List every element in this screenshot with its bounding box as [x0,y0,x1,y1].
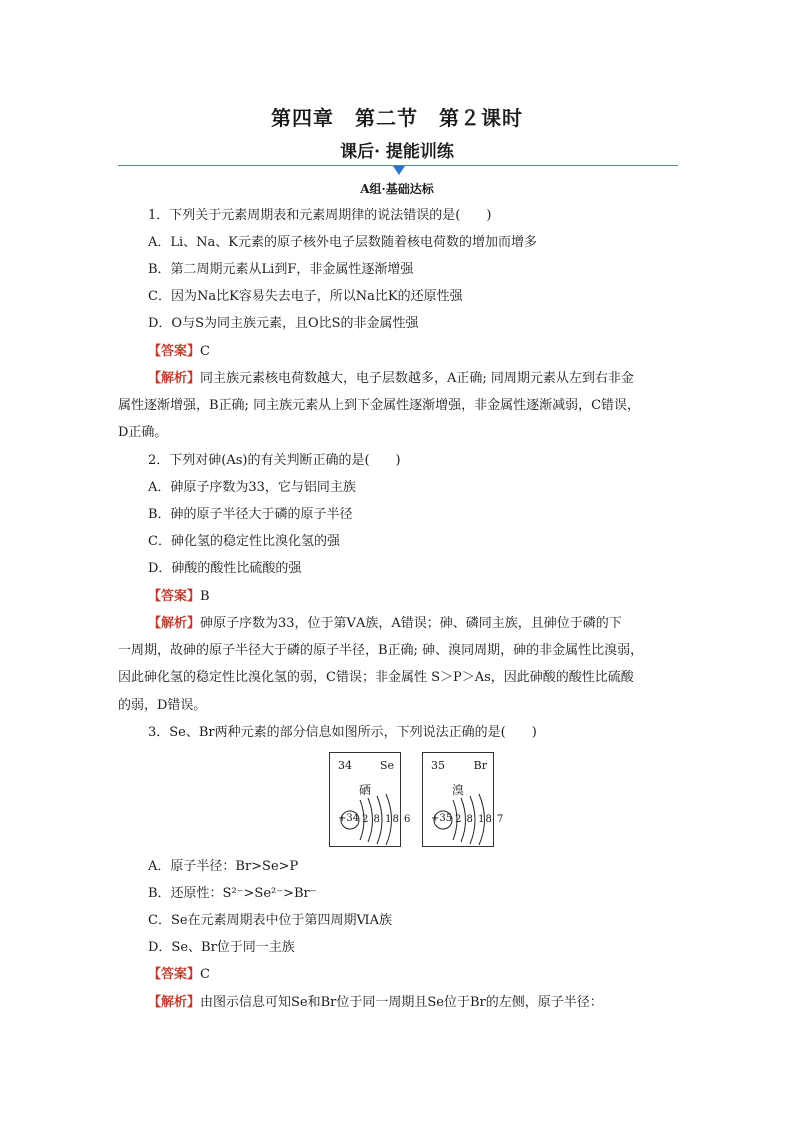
se-element-card [329,752,412,847]
q1-answer-value: C [200,344,210,359]
q1-analysis-line-2: 属性逐渐增强，B正确; 同主族元素从上到下金属性逐渐增强，非金属性逐渐减弱，C错误， [118,398,641,413]
page-title: 第四章 第二节 第２课时 [271,106,523,130]
q2-option-c: C．砷化氢的稳定性比溴化氢的强 [148,534,340,549]
q3-option-b: B．还原性：S²⁻>Se²⁻>Br⁻ [148,886,317,901]
answer-label: 【答案】 [148,589,201,604]
q1-stem: 1．下列关于元素周期表和元素周期律的说法错误的是( ) [148,208,492,223]
analysis-label: 【解析】 [148,995,201,1010]
q3-answer [148,966,693,984]
q2-option-a: A．砷原子序数为33，它与铝同主族 [148,480,356,495]
br-element-card [422,752,505,847]
br-name: 溴 [451,783,464,797]
q3-analysis-line-1 [148,994,693,1012]
page-subtitle: 课后· 提能训练 [340,142,454,162]
analysis-label: 【解析】 [148,616,201,631]
se-name: 硒 [358,783,371,797]
q1-option-b: B．第二周期元素从Li到F，非金属性逐渐增强 [148,262,414,277]
q2-answer-value: B [200,589,210,604]
br-nucleus-charge: +35 [431,813,453,824]
q2-stem: 2．下列对砷(As)的有关判断正确的是( ) [148,453,401,468]
q1-analysis-line-1 [148,370,693,388]
q1-option-c: C．因为Na比K容易失去电子，所以Na比K的还原性强 [148,289,463,304]
answer-label: 【答案】 [148,344,201,359]
q2-analysis-line-4: 的弱，D错误。 [118,698,207,713]
q2-answer [148,588,693,606]
q3-answer-value: C [200,967,210,982]
br-electron-shells: 2 8 18 7 [455,814,505,825]
se-nucleus-charge: +34 [338,813,360,824]
q2-option-d: D．砷酸的酸性比硫酸的强 [148,561,302,576]
q1-option-d: D．O与S为同主族元素，且O比S的非金属性强 [148,316,419,331]
q1-analysis-line-3: D正确。 [118,425,168,440]
q3-option-a: A．原子半径：Br>Se>P [148,859,299,874]
q3-option-c: C．Se在元素周期表中位于第四周期ⅥA族 [148,913,393,928]
br-atomic-number: 35 [431,759,445,772]
se-atomic-number: 34 [338,759,352,772]
analysis-label: 【解析】 [148,371,201,386]
q1-analysis-text-1: 同主族元素核电荷数越大，电子层数越多，A正确; 同周期元素从左到右非金 [200,371,634,386]
q2-analysis-line-3: 因此砷化氢的稳定性比溴化氢的弱，C错误；非金属性 S＞P＞As，因此砷酸的酸性比硫酸 [118,670,634,685]
q2-option-b: B．砷的原子半径大于磷的原子半径 [148,507,353,522]
q3-analysis-text-1: 由图示信息可知Se和Br位于同一周期且Se位于Br的左侧，原子半径： [200,995,603,1010]
se-electron-shells: 2 8 18 6 [362,814,412,825]
group-heading: A组·基础达标 [360,182,434,196]
q2-analysis-text-1: 砷原子序数为33，位于第ⅤA族，A错误；砷、磷同主族，且砷位于磷的下 [200,616,622,631]
br-symbol: Br [473,759,487,772]
triangle-marker-icon [393,166,405,175]
q2-analysis-line-2: 一周期，故砷的原子半径大于磷的原子半径，B正确; 砷、溴同周期，砷的非金属性比溴弱， [118,643,644,658]
q1-option-a: A．Li、Na、K元素的原子核外电子层数随着核电荷数的增加而增多 [148,235,538,250]
answer-label: 【答案】 [148,967,201,982]
q2-analysis-line-1 [148,615,693,633]
se-symbol: Se [379,759,394,772]
q3-stem: 3．Se、Br两种元素的部分信息如图所示，下列说法正确的是( ) [148,725,537,740]
q1-answer [148,343,693,361]
q3-option-d: D．Se、Br位于同一主族 [148,940,295,955]
